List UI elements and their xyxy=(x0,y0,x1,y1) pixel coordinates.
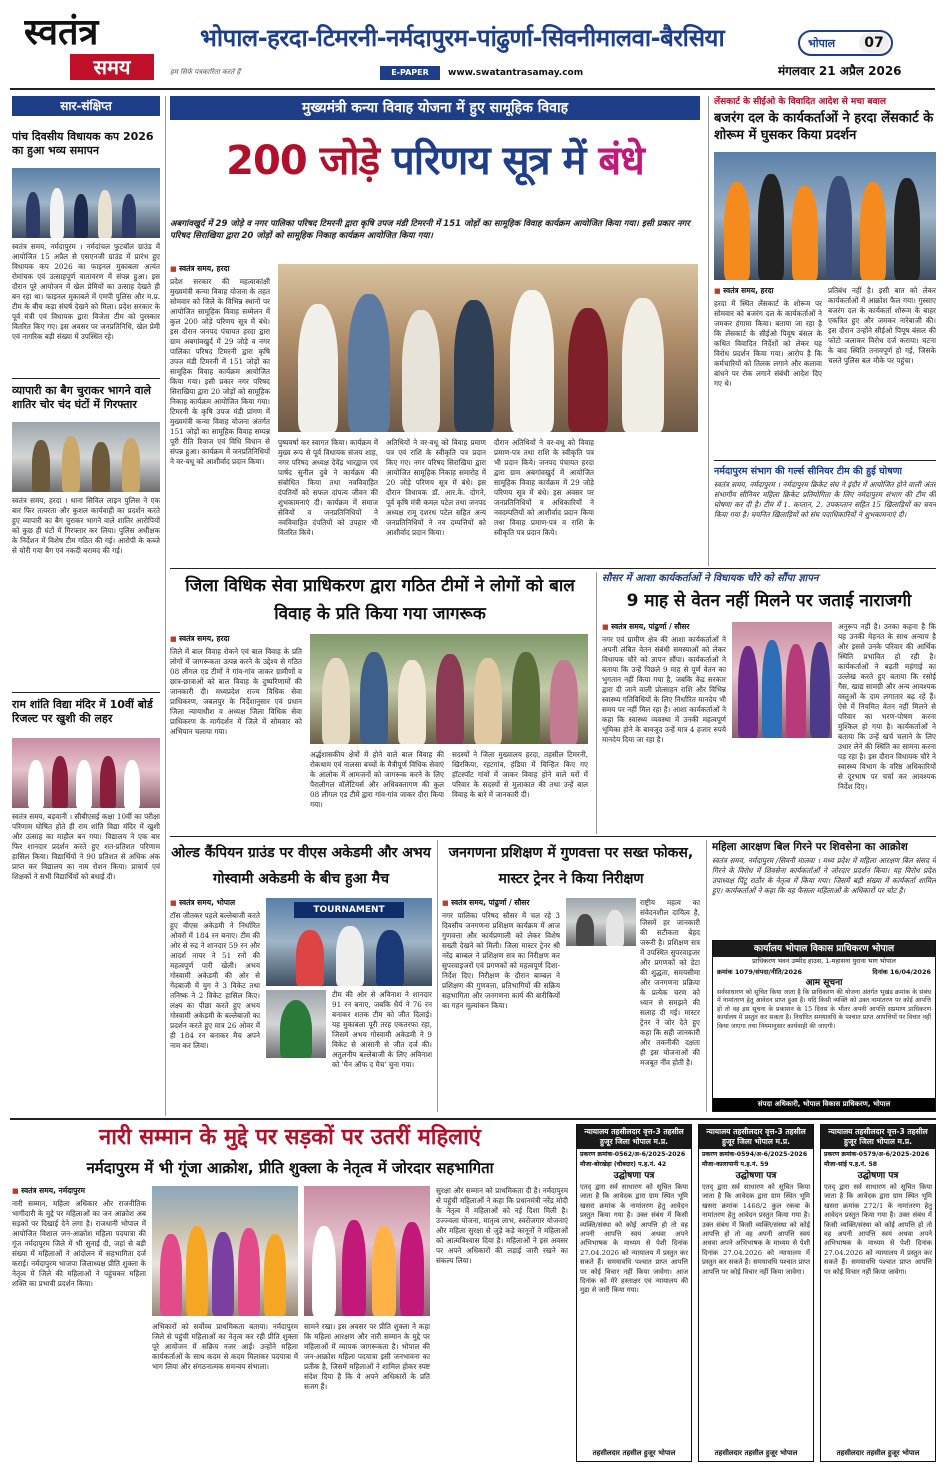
nari-subhead: नर्मदापुरम में भी गूंजा आक्रोश, प्रीति शुक्ला के नेतृत्व में जोरदार सहभागिता xyxy=(86,1159,494,1177)
lenskart-col-1: हरदा में स्थित लेंसकार्ट के शोरूम पर सोमवार को बजरंग दल के कार्यकर्ताओं ने जमकर हंगामा किया। बताया जा रहा है कि लेंसकार्ट के सीईओ पियूष बंसल के कथित विवादित निर्देशों को लेकर यह विरोध प्रदर्शन किया गया। आरोप है कि कर्मचारियों को तिलक लगाने और कलावा बांधने पर रोक लगाने संबंधी आदेश दिए गए थे। xyxy=(714,299,822,388)
lead-col-3-text: अतिथियों ने वर-वधू को विवाह प्रमाण पत्र एवं राशि के स्वीकृति पत्र प्रदान किए गए। नगर परिषद सिराखिया द्वारा आयोजित सामूहिक निकाह समारोह में 20 जोड़े परिणय सूत्र में बंधे। इस दौरान विधायक डॉ. आर.के. दोगने, पूर्व कृषि मंत्री कमल पटेल तथा जनपद अध्यक्ष रामू दशरथ पटेल सहित अन्य जनप्रतिनिधियों ने नव दम्पत्तियों को आशीर्वाद प्रदान किया। xyxy=(386,438,486,537)
cricket-col-2: टीम की ओर से अविनाश ने शानदार 91 रन बनाए, जबकि धैर्य ने 76 रन बनाकर शतक टीम को जीत दिलाई। यह मुकाबला पूरी तरह एकतरफा रहा, जिसमें अभय गोस्वामी अकेडमी ने 9 विकेट से आसानी से जीत दर्ज की। अतुलनीय बल्लेबाजी के लिए अविनाश को 'मैन ऑफ द मैच' चुना गया। xyxy=(332,990,432,1069)
asha-col-2: अनुरूप नहीं है। उनका कहना है कि यह उनकी मेहनत के साथ अन्याय है और इससे उनके परिवार की आर्थिक स्थिति प्रभावित हो रही है। कार्यकर्ताओं ने बढ़ती महंगाई का उल्लेख करते हुए बताया कि रसोई गैस, खाद्य सामग्री और अन्य आवश्यक वस्तुओं के दाम लगातार बढ़ रहे हैं। ऐसे में नियमित वेतन नहीं मिलने से परिवार का भरण-पोषण करना मुश्किल हो गया है। कार्यकर्ताओं ने बताया कि उन्हें खर्च चलाने के लिए उधार लेने की स्थिति का सामना करना पड़ रहा है। इस दौरान विधायक चौरे ने स्वास्थ्य विभाग के वरिष्ठ अधिकारियों से दूरभाष पर चर्चा कर आवश्यक निर्देश दिए। xyxy=(838,622,936,791)
man-of-match-photo xyxy=(266,990,326,1058)
sidebar-story-2-body: स्वतंत्र समय, हरदा । थाना सिविल लाइन पुलिस ने एक बार फिर तत्परता और कुशल कार्यवाही का प्रदर्शन करते हुए व्यापारी का बैग चुराकर भागने वाले शातिर आरोपियों को कुछ ही घंटों में गिरफ्तार कर लिया। पुलिस अधीक्षक के निर्देशन में विशेष टीम गठित की गई। आरोपी के कब्जे से चोरी गया बैग एवं नकदी बरामद की गई। xyxy=(12,496,160,555)
mass-wedding-photo xyxy=(278,264,698,432)
masthead-tagline: हम सिर्फ पत्रकारिता करते हैं xyxy=(170,68,241,76)
masthead xyxy=(0,0,945,90)
bda-title: आम सूचना xyxy=(805,978,843,988)
bda-address: प्राधिकरण भवन उम्मीद हाउस, 1-महासना पुराना भाग भोपाल xyxy=(752,957,896,965)
tahsil-1-office: न्यायालय तहसीलदार वृत्त-3 तहसील हुजूर जिला भोपाल म.प्र. xyxy=(577,1125,691,1149)
lead-col-1-text: प्रदेश सरकार की महत्वाकांक्षी मुख्यमंत्री कन्या विवाह योजना के तहत सोमवार को जिले के विभिन्न स्थानों पर आयोजित सामूहिक विवाह सम्मेलन में कुल 200 जोड़े परिणय सूत्र में बंधे। इस दौरान जनपद पंचायत हरदा द्वारा ग्राम अबगांवखुर्द में 29 जोड़े व नगर पालिका परिषद टिमरनी द्वारा कृषि उपज मंडी टिमरनी में 151 जोड़ों का सामूहिक विवाह कार्यक्रम आयोजित किया गया। इसी प्रकार नगर परिषद सिराखिया द्वारा 20 जोड़ों को सामूहिक निकाह कार्यक्रम आयोजित किया गया। टिमरनी के कृषि उपज मंडी प्रांगण में मुख्यमंत्री कन्या विवाह योजना अंतर्गत 151 जोड़ों का सामूहिक विवाह सम्पन्न पूरी रीति रिवाज एवं विधि विधान से संपन्न हुआ। कार्यक्रम में जनप्रतिनिधियों ने वर-वधू को आशीर्वाद प्रदान किया। xyxy=(170,277,270,466)
lead-col-2-text: पुष्पवर्षा कर स्वागत किया। कार्यक्रम में मुख्य रूप से पूर्व विधायक संजय शाह, नगर परिषद अध्यक्ष देवेंद्र भारद्वाज एवं पार्षद सुनील दुबे ने कार्यक्रम की संबोधित किया तथा नवविवाहित दंपतियों को सफल दांपत्य जीवन की शुभकामनाएं दी। कार्यक्रम में समाज सेवियों व जनप्रतिनिधियों ने नवविवाहित दंपतियों को उपहार भी वितरित किये। xyxy=(278,438,378,537)
shivsena-head[interactable]: महिला आरक्षण बिल गिरने पर शिवसेना का आक्रोश xyxy=(712,841,908,853)
tahsil-2-case: प्रकरण क्रमांक-0594/अ-6/2025-2026 xyxy=(702,1151,808,1158)
tahsil-1-title: उद्घोषणा पत्र xyxy=(613,1171,655,1181)
nari-col-4: सुरक्षा और सम्मान को प्राथमिकता दी है। नर्मदापुरम से पहुंची महिलाओं ने कहा कि प्रधानमंत्री नरेंद्र मोदी के नेतृत्व में महिलाओं को नई दिशा मिली है। उज्ज्वला योजना, मातृत्व लाभ, स्वरोजगार योजनाएं और महिला सुरक्षा से जुड़े कड़े कानूनों ने महिलाओं को आत्मविश्वास दिया है। महिलाओं ने इस अवसर पर अपने अधिकारों की लड़ाई जारी रखने का संकल्प लिया। xyxy=(436,1186,568,1265)
tahsil-3-sign: तहसीलदार तहसील हुजूर भोपाल xyxy=(836,1449,920,1457)
lenskart-byline: ■ स्वतंत्र समय, हरदा xyxy=(714,286,822,296)
tahsil-2-sign: तहसीलदार तहसील हुजूर भोपाल xyxy=(714,1449,798,1457)
lenskart-kicker: लेंसकार्ट के सीईओ के विवादित आदेश से मचा बवाल xyxy=(714,97,886,107)
sidebar-story-2-head[interactable]: व्यापारी का बैग चुराकर भागने वाले शातिर चोर चंद घंटों में गिरफ्तार xyxy=(12,384,151,411)
sidebar-story-3-head[interactable]: राम शांति विद्या मंदिर में 10वीं बोर्ड रिजल्ट पर खुशी की लहर xyxy=(12,698,153,725)
legal-aid-photo xyxy=(310,634,588,744)
census-training-photo xyxy=(566,898,636,946)
tahsil-3-village: मौजा-सांई प.ह.नं. 58 xyxy=(824,1161,878,1168)
lead-deck: अबगांवखुर्द में 29 जोड़े व नगर पालिका परिषद टिमरनी द्वारा कृषि उपज मंडी टिमरनी में 151 जोड़ों का सामूहिक विवाह कार्यक्रम आयोजित किया गया। इसी प्रकार नगर परिषद सिराखिया द्वारा 20 जोड़ों को सामूहिक निकाह कार्यक्रम आयोजित किया गया। xyxy=(170,219,690,241)
lead-col-1 xyxy=(170,264,270,564)
logo-bottom: समय xyxy=(70,54,154,80)
lead-col-4-text: दौरान अतिथियों ने वर-वधू को विवाह प्रमाण-पत्र तथा राशि के स्वीकृति पत्र भी प्रदान किये। जनपद पंचायत हरदा द्वारा ग्राम अबगांवखुर्द में आयोजित सामूहिक विवाह कार्यक्रम में 29 जोड़े परिणय सूत्र में बंधे। इस अवसर पर जनप्रतिनिधियों व अधिकारियों ने नवदम्पतियों को आशीर्वाद प्रदान किया तथा विवाह प्रमाण-पत्र व राशि के स्वीकृति पत्र प्रदान किये। xyxy=(494,438,594,537)
page-number: 07 xyxy=(859,33,889,53)
tahsil-2-body: एतद् द्वारा सर्व साधारण को सूचित किया जाता है कि आवेदक द्वारा ग्राम स्थित भूमि खसरा क्रमांक 1468/2 कुल रकबा के नामांतरण हेतु आवेदन प्रस्तुत किया गया है। उक्त संबंध में किसी व्यक्ति/संस्था को कोई आपत्ति हो तो वह अपनी आपत्ति स्वयं अथवा अपने अभिभाषक के माध्यम से पेशी दिनांक 27.04.2026 को न्यायालय में प्रस्तुत कर सकते हैं। समयावधि पश्चात प्राप्त आपत्ति पर कोई विचार नहीं किया जावेगा। xyxy=(702,1183,810,1276)
masthead-rule xyxy=(10,88,935,90)
census-headline[interactable]: जनगणना प्रशिक्षण में गुणवत्ता पर सख्त फोकस, मास्टर ट्रेनर ने किया निरीक्षण xyxy=(448,845,694,887)
tahsil-1-body: एतद् द्वारा सर्व साधारण को सूचित किया जाता है कि आवेदक द्वारा ग्राम स्थित भूमि खसरा क्रमांक के नामांतरण हेतु आवेदन प्रस्तुत किया गया है। उक्त संबंध में किसी व्यक्ति/संस्था को कोई आपत्ति हो तो वह अपनी आपत्ति स्वयं अथवा अपने अभिभाषक के माध्यम से पेशी दिनांक 27.04.2026 को न्यायालय में प्रस्तुत कर सकते हैं। समयावधि पश्चात प्राप्त आपत्ति पर कोई विचार नहीं किया जावेगा। आज दिनांक को मेरे हस्ताक्षर एवं न्यायालय की मुद्रा से जारी किया गया। xyxy=(580,1183,688,1295)
nari-story xyxy=(12,1122,568,1462)
asha-kicker: सौसर में आशा कार्यकर्ताओं ने विधायक चौरे को सौंपा ज्ञापन xyxy=(602,573,819,584)
cricket-story xyxy=(170,840,432,1112)
epaper-badge[interactable]: E-PAPER xyxy=(380,66,440,80)
bda-sign: संपदा अधिकारी, भोपाल विकास प्राधिकरण, भोपाल xyxy=(713,1098,935,1111)
bda-ref: क्रमांक 1079/संपदा/नीति/2026 xyxy=(717,968,803,976)
cricket-award-photo xyxy=(266,898,432,986)
legal-col-2: अर्द्धशासकीय क्षेत्रों में होने वाले बाल विवाह की रोकथाम एवं नालसा बच्चों के मैत्रीपूर्ण विधिक सेवाएं के आलोक में आमजनों को जागरूक करने के लिए पैरालीगल वॉलेंटियर्स और अधिवक्तागण की कुल 08 लीगल एड टीमें द्वारा गांव-गांव जाकर दौरा किया गया। xyxy=(310,750,444,809)
census-story xyxy=(442,840,700,1112)
edition-box xyxy=(798,30,893,56)
protest-photo xyxy=(714,152,936,280)
tahsil-1-village: मौजा-बोरखेड़ा (चौबदार) प.ह.नं. 42 xyxy=(580,1161,667,1168)
bda-body: सर्वसाधारण को सूचित किया जाता है कि प्राधिकरण की योजना अंतर्गत भूखंड क्रमांक के संबंध में नामांतरण हेतु आवेदन प्राप्त हुआ है। यदि किसी व्यक्ति को उक्त नामांतरण पर कोई आपत्ति हो तो वह इस सूचना के प्रकाशन के 15 दिवस के भीतर अपनी आपत्ति सप्रमाण प्राधिकरण कार्यालय में प्रस्तुत कर सकता है। निर्धारित समयावधि के पश्चात प्राप्त आपत्तियों पर विचार नहीं किया जाएगा तथा नियमानुसार कार्यवाही की जाएगी। xyxy=(717,989,931,1030)
asha-col-1: नगर एवं ग्रामीण क्षेत्र की आशा कार्यकर्ताओं ने अपनी लंबित वेतन संबंधी समस्याओं को लेकर विधायक चौरे को ज्ञापन सौंपा। कार्यकर्ताओं ने बताया कि उन्हें पिछले 9 माह से पूर्ण वेतन का भुगतान नहीं किया गया है, जबकि केंद्र सरकार द्वारा दी जाने वाली प्रोत्साहन राशि और विभिन्न स्वास्थ्य गतिविधियों के लिए निर्धारित मानदेय भी समय पर नहीं मिल रहा है। आशा कार्यकर्ताओं ने कहा कि स्वास्थ्य व्यवस्था में उनकी महत्वपूर्ण भूमिका होने के बावजूद उन्हें मात्र 4 हजार रुपये मानदेय दिया जा रहा है। xyxy=(602,635,726,744)
tahsil-2-office: न्यायालय तहसीलदार वृत्त-3 तहसील हुजूर जिला भोपाल म.प्र. xyxy=(699,1125,813,1149)
tahsil-1-case: प्रकरण क्रमांक-0562/अ-6/2025-2026 xyxy=(580,1151,686,1158)
legal-col-1: जिले में बाल विवाह रोकने एवं बाल विवाह के प्रति लोगों में जागरूकता उत्पन्न करने के उद्देश्य से गठित 08 लीगल एड टीमों ने गांव-गांव जाकर ग्रामीणों व छात्र-छात्राओं को बाल विवाह के दुष्परिणामों की जानकारी दी। मध्यप्रदेश राज्य विधिक सेवा प्राधिकरण, जबलपुर के निर्देशानुसार एवं प्रधान जिला न्यायाधीश व अध्यक्ष जिला विधिक सेवा प्राधिकरण के मार्गदर्शन में जिले में सोमवार को अभियान चलाया गया। xyxy=(170,647,302,736)
lead-kicker: मुख्यमंत्री कन्या विवाह योजना में हुए सामूहिक विवाह xyxy=(170,96,700,120)
tahsil-3-body: एतद् द्वारा सर्व साधारण को सूचित किया जाता है कि आवेदक द्वारा ग्राम स्थित भूमि खसरा क्रमांक 272/1 के नामांतरण हेतु आवेदन प्रस्तुत किया गया है। उक्त संबंध में किसी व्यक्ति/संस्था को कोई आपत्ति हो तो वह अपनी आपत्ति स्वयं अथवा अपने अभिभाषक के माध्यम से पेशी दिनांक 27.04.2026 को न्यायालय में प्रस्तुत कर सकते हैं। समयावधि पश्चात प्राप्त आपत्ति पर कोई विचार नहीं किया जावेगा। xyxy=(824,1183,932,1276)
asha-headline[interactable]: 9 माह से वेतन नहीं मिलने पर जताई नाराजगी xyxy=(626,591,912,611)
cricket-headline[interactable]: ओल्ड कैंपियन ग्राउंड पर वीएस अकेडमी और अभय गोस्वामी अकेडमी के बीच हुआ मैच xyxy=(171,845,431,887)
census-byline: ■ स्वतंत्र समय, पांढुर्णा / सौसर xyxy=(442,898,560,908)
women-rally-photo-2 xyxy=(304,1186,430,1316)
lenskart-col-2: प्रतिबंध नहीं है। इसी बात को लेकर कार्यकर्ताओं में आक्रोश फैल गया। गुस्साए बजरंग दल के कार्यकर्ता शोरूम के बाहर एकत्रित हुए और जमकर नारेबाजी की। इस दौरान उन्होंने सीईओ पियूष बंसल की फोटो जलाकर विरोध दर्ज कराया। घटना के बाद स्थिति तनावपूर्ण हो गई, जिसके चलते पुलिस बल मौके पर पहुंचा। xyxy=(828,286,936,365)
census-col-2: राष्ट्रीय महत्व का संवेदनशील दायित्व है, जिसमें हर जानकारी की सटीकता बेहद जरूरी है। प्रशिक्षण सत्र में उपस्थित सुपरवाइजर और प्रगणकों को डेटा की शुद्धता, समयसीमा और जनगणना प्रक्रिया के प्रत्येक चरण को ध्यान से समझने की सलाह दी गई। मास्टर ट्रेनर ने जोर देते हुए कहा कि सही जानकारी और तकनीकी दक्षता ही इस योजनाओं की मजबूत नींव होती है। xyxy=(640,898,700,1067)
asha-byline: ■ स्वतंत्र समय, पांढुर्णा / सौसर xyxy=(602,622,726,632)
cricket-col-1: टॉस जीतकर पहले बल्लेबाजी करते हुए वीएस अकेडमी ने निर्धारित ओवरों में 184 रन बनाए। टीम की ओर से रुद्र ने शानदार 59 रन और आदर्श नायर ने 51 रनों की महत्वपूर्ण पारी खेली। अभय गोस्वामी अकेडमी की ओर से गेंदबाजी में युग ने 3 विकेट तथा तनिष्क ने 2 विकेट हासिल किए। लक्ष्य का पीछा करते हुए अभय गोस्वामी अकेडमी के बल्लेबाजों का प्रदर्शन करते हुए मात्र 26 ओवर में ही 184 रन बनाकर मैच अपने नाम कर लिया। xyxy=(170,911,260,1050)
lead-head-part3: बंधे xyxy=(598,138,644,184)
asha-story xyxy=(602,572,936,834)
lead-byline: ■ स्वतंत्र समय, हरदा xyxy=(170,264,270,274)
lead-head-part2: परिणय सूत्र में xyxy=(391,138,586,184)
tahsil-3-office: न्यायालय तहसीलदार वृत्त-3 तहसील हुजूर जिला भोपाल म.प्र. xyxy=(821,1125,935,1149)
bda-office: कार्यालय भोपाल विकास प्राधिकरण भोपाल xyxy=(713,941,935,957)
legal-story xyxy=(170,572,590,834)
tahsil-notice-2 xyxy=(698,1124,814,1462)
women-rally-photo xyxy=(152,1186,298,1316)
tournament-banner: TOURNAMENT xyxy=(294,902,404,918)
shivsena-brief xyxy=(712,840,936,938)
nari-col-2: अभिकारों को सर्वोच्च प्राथमिकता बताया। नर्मदापुरम जिले से पहुंची महिलाओं का नेतृत्व कर रही प्रीति शुक्ला पूरे आयोजन में सक्रिय नजर आईं। उन्होंने महिला कार्यकर्ताओं के साथ कदम से कदम मिलाकर पदयात्रा में भाग लिया और संगठनात्मक समन्वय संभाला। xyxy=(152,1322,298,1371)
school-result-photo xyxy=(12,738,160,808)
police-arrest-photo xyxy=(12,422,160,492)
sidebar-story-1-head[interactable]: पांच दिवसीय विधायक कप 2026 का हुआ भव्य समापन xyxy=(12,130,154,157)
lead-headline[interactable] xyxy=(170,126,700,196)
website-link[interactable]: www.swatantrasamay.com xyxy=(448,68,584,78)
lenskart-headline[interactable]: बजरंग दल के कार्यकर्ताओं ने हरदा लेंसकार्ट के शोरूम में घुसकर किया प्रदर्शन xyxy=(714,111,934,143)
tahsil-3-case: प्रकरण क्रमांक-0579/अ-6/2025-2026 xyxy=(824,1151,930,1158)
sidebar-story-1-body: स्वतंत्र समय, नर्मदापुरम । नर्मदांचल फुटबॉल ग्राउंड में आयोजित 15 अप्रैल से एसएनजी ग्राउंड में प्रारंभ हुए विधायक कप 2026 का फाइनल मुकाबला अत्यंत रोमांचक एवं उत्साहपूर्ण वातावरण में संपन्न हुआ। इस दौरान पूरे आयोजन में खेल प्रेमियों का उत्साह देखते ही बन रहा था। फाइनल मुकाबले में एमपी पुलिस और म.प्र. टीम के बीच कड़ा संघर्ष देखने को मिला। प्रदेश सरकार के पूर्व मंत्री एवं विधायक द्वारा विजेता टीम को पुरस्कार वितरित किए गए। इस अवसर पर जनप्रतिनिधि, खेल प्रेमी एवं नागरिक बड़ी संख्या में उपस्थित रहे। xyxy=(12,242,160,341)
lead-head-part1: 200 जोड़े xyxy=(226,138,380,184)
shivsena-body: स्वतंत्र समय, नर्मदापुरम /सिवनी मालवा । मध्य प्रदेश में महिला आरक्षण बिल संसद में गिरने के विरोध में शिवसेना कार्यकर्ताओं ने जोरदार प्रदर्शन किया। यह विरोध प्रदेश उपाध्यक्ष पिंटू राठौर के नेतृत्व में किया गया। जिसमें बड़ी संख्या में कार्यकर्ता शामिल हुए। कार्यकर्ताओं ने कहा कि यह फैसला महिलाओं के अधिकारों पर चोट है। xyxy=(712,856,936,895)
girls-team-head[interactable]: नर्मदापुरम संभाग की गर्ल्स सीनियर टीम की हुई घोषणा xyxy=(714,466,903,477)
edition-label: भोपाल xyxy=(808,37,836,50)
nari-col-3: सामने रखा। इस अवसर पर प्रीति शुक्ला ने कहा कि महिला आरक्षण और नारी सम्मान के मुद्दे पर महिलाओं में व्यापक जागरूकता है। भोपाल की जन-आक्रोश महिला पदयात्रा इसी जनभावना का प्रतीक है, जिसमें महिलाओं ने शामिल होकर स्पष्ट संदेश दिया है कि वे अपने अधिकारों के प्रति सजग हैं। xyxy=(304,1322,430,1391)
issue-date: मंगलवार 21 अप्रैल 2026 xyxy=(778,64,902,78)
sidebar-story-3-body: स्वतंत्र समय, बड़वानी । सीबीएसई कक्षा 10वीं का परीक्षा परिणाम घोषित होते ही राम शांति विद्या मंदिर में खुशी और उत्साह का माहौल बन गया। विद्यालय ने एक बार फिर शानदार प्रदर्शन करते हुए शत-प्रतिशत परिणाम हासिल किया। विद्यार्थियों ने 90 प्रतिशत से अधिक अंक प्राप्त कर विद्यालय का नाम रोशन किया। प्राचार्य एवं शिक्षकों ने सभी विद्यार्थियों को बधाई दी। xyxy=(12,812,160,881)
masthead-cities: भोपाल-हरदा-टिमरनी-नर्मदापुरम-पांढुर्णा-सिवनीमालवा-बैरसिया xyxy=(200,24,725,52)
legal-col-3: सदस्यों ने जिला मुख्यालय हरदा, तहसील टिमरनी, खिरकिया, रहटगांव, हंडिया में चिन्हित किए गए हॉटस्पॉट गांवों में जाकर विवाह होने वाले घरों में परिवार के सदस्यों से मुलाकात की तथा उन्हें बाल विवाह के बारे में जानकारी दी। xyxy=(452,750,588,799)
sidebar xyxy=(12,96,160,1116)
asha-memorandum-photo xyxy=(732,622,832,738)
tahsil-2-title: उद्घोषणा पत्र xyxy=(735,1171,777,1181)
bda-notice xyxy=(712,940,936,1112)
cup-ceremony-photo xyxy=(12,168,160,238)
nari-col-1: नारी सम्मान, महिला अधिकार और राजनीतिक भागीदारी के मुद्दे पर महिलाओं का जन आक्रोश अब सड़कों पर दिखाई देने लगा है। राजधानी भोपाल में आयोजित विशाल जन-आक्रोश महिला पदयात्रा की गूंज नर्मदापुरम जिले में भी सुनाई दी, जहां से बड़ी संख्या में महिलाओं ने आंदोलन में सहभागिता दर्ज कराई। नर्मदापुरम भाजपा जिलाध्यक्ष प्रीति शुक्ला के नेतृत्व में जिले की महिलाओं ने पहुंचकर महिला शक्ति का प्रभावी प्रदर्शन किया। xyxy=(12,1199,146,1288)
logo-top: स्वतंत्र xyxy=(24,12,99,53)
logo[interactable] xyxy=(24,12,154,86)
nari-headline[interactable]: नारी सम्मान के मुद्दे पर सड़कों पर उतरीं महिलाएं xyxy=(99,1125,481,1150)
lenskart-story xyxy=(714,96,936,566)
tahsil-notice-1 xyxy=(576,1124,692,1462)
girls-team-body: स्वतंत्र समय, नर्मदापुरम । नर्मदापुरम क्रिकेट संघ ने इंदौर में आयोजित होने वाली अंतर संभागीय सीनियर महिला क्रिकेट प्रतियोगिता के लिए नर्मदापुरम संभाग की टीम की घोषणा कर दी है। टीम में 1. कप्तान, 2. उपकप्तान सहित 15 खिलाड़ियों का चयन किया गया है। चयनित खिलाड़ियों को संघ पदाधिकारियों ने शुभकामनाएं दी। xyxy=(714,480,936,519)
legal-headline[interactable]: जिला विधिक सेवा प्राधिकरण द्वारा गठित टीमों ने लोगों को बाल विवाह के प्रति किया गया जागरूक xyxy=(185,576,575,624)
legal-byline: ■ स्वतंत्र समय, हरदा xyxy=(170,634,302,644)
tahsil-notice-3 xyxy=(820,1124,936,1462)
census-col-1: नगर पालिका परिषद सौसर में चल रहे 3 दिवसीय जनगणना प्रशिक्षण कार्यक्रम में आज गुणवत्ता और कार्यप्रणाली को लेकर विशेष सख्ती देखने को मिली। जिला मास्टर ट्रेनर श्री नरेंद्र बाम्बल ने प्रशिक्षण सत्र का निरीक्षण कर सुपरवाइजरों एवं प्रगणकों को महत्वपूर्ण दिशा-निर्देश दिए। निरीक्षण के दौरान बाम्बल ने प्रशिक्षण की गुणवत्ता, प्रतिभागियों की सक्रिय सहभागिता और जनगणना कार्य की बारीकियों का गहन मूल्यांकन किया। xyxy=(442,911,560,1010)
tahsil-3-title: उद्घोषणा पत्र xyxy=(857,1171,899,1181)
lead-story xyxy=(170,96,700,566)
nari-byline: ■ स्वतंत्र समय, नर्मदापुरम xyxy=(12,1186,146,1196)
bda-date: दिनांक 16/04/2026 xyxy=(872,968,931,976)
sidebar-title: सार-संक्षिप्त xyxy=(12,96,160,116)
tahsil-2-village: मौजा-कालापानी प.ह.नं. 59 xyxy=(702,1161,769,1168)
cricket-byline: ■ स्वतंत्र समय, भोपाल xyxy=(170,898,260,908)
tahsil-1-sign: तहसीलदार तहसील हुजूर भोपाल xyxy=(592,1449,676,1457)
